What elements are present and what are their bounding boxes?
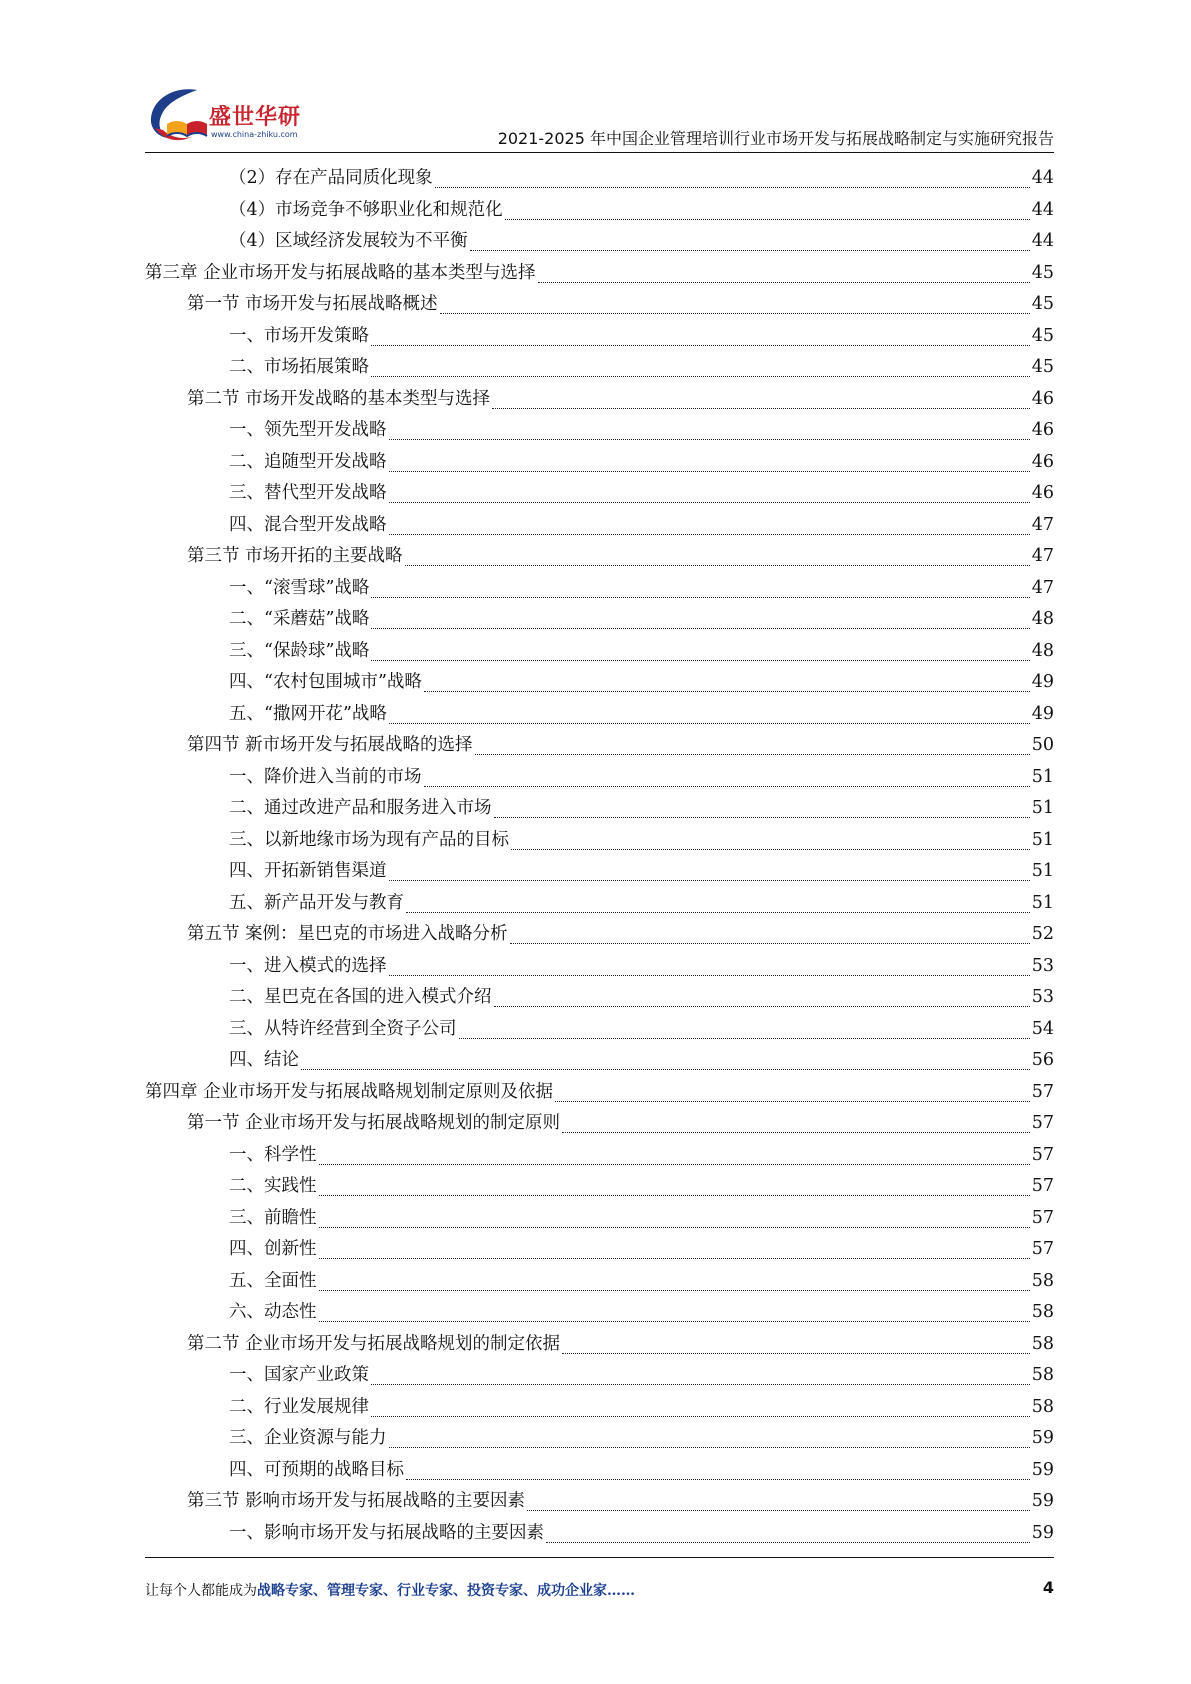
toc-dot-leader — [406, 1463, 1030, 1480]
toc-entry-label: 一、市场开发策略 — [229, 325, 369, 346]
toc-entry[interactable] — [145, 793, 1054, 825]
toc-entry[interactable] — [145, 258, 1054, 290]
toc-entry-label: 一、影响市场开发与拓展战略的主要因素 — [229, 1522, 544, 1543]
footer-slogan-highlight: 战略专家、管理专家、行业专家、投资专家、成功企业家…… — [257, 1583, 635, 1599]
toc-entry-label: 五、全面性 — [229, 1270, 317, 1291]
toc-entry[interactable] — [145, 226, 1054, 258]
header-divider — [145, 152, 1054, 153]
toc-dot-leader — [319, 1148, 1030, 1165]
toc-entry-label: 二、实践性 — [229, 1176, 317, 1196]
toc-entry[interactable] — [145, 1392, 1054, 1424]
toc-entry-page: 58 — [1031, 1396, 1054, 1417]
toc-dot-leader — [371, 581, 1029, 598]
toc-entry-page: 53 — [1031, 987, 1054, 1007]
toc-entry-page: 57 — [1031, 1081, 1054, 1102]
toc-entry-page: 58 — [1031, 1333, 1054, 1354]
toc-entry-page: 45 — [1031, 325, 1054, 346]
toc-dot-leader — [510, 927, 1030, 944]
toc-entry[interactable] — [145, 195, 1054, 227]
toc-entry-page: 47 — [1031, 577, 1054, 598]
toc-entry-page: 45 — [1031, 357, 1054, 377]
toc-dot-leader — [562, 1337, 1030, 1354]
toc-entry-label: 一、“滚雪球”战略 — [229, 577, 370, 598]
toc-entry-label: 第三章 企业市场开发与拓展战略的基本类型与选择 — [145, 262, 536, 283]
toc-dot-leader — [371, 1368, 1030, 1385]
toc-entry-page: 59 — [1031, 1522, 1054, 1543]
logo-name: 盛世华研 — [209, 105, 302, 130]
toc-dot-leader — [546, 1526, 1030, 1543]
toc-entry-page: 57 — [1031, 1239, 1054, 1259]
toc-entry-label: 四、开拓新销售渠道 — [229, 861, 387, 881]
toc-entry-label: 二、星巴克在各国的进入模式介绍 — [229, 987, 492, 1007]
toc-entry[interactable] — [145, 856, 1054, 888]
toc-entry-page: 54 — [1031, 1018, 1054, 1039]
toc-dot-leader — [319, 1211, 1030, 1228]
toc-dot-leader — [389, 518, 1030, 535]
toc-entry-label: 第五节 案例：星巴克的市场进入战略分析 — [187, 924, 508, 944]
toc-entry[interactable] — [145, 163, 1054, 195]
toc-entry-label: 四、“农村包围城市”战略 — [229, 672, 422, 692]
toc-entry[interactable] — [145, 1455, 1054, 1487]
toc-entry[interactable] — [145, 1203, 1054, 1235]
toc-entry-page: 51 — [1031, 766, 1054, 787]
toc-entry-label: 五、新产品开发与教育 — [229, 892, 404, 913]
toc-entry-label: 第一节 企业市场开发与拓展战略规划的制定原则 — [187, 1113, 561, 1133]
toc-dot-leader — [319, 1274, 1030, 1291]
toc-dot-leader — [538, 266, 1030, 283]
toc-entry-page: 58 — [1031, 1302, 1054, 1322]
toc-entry-page: 48 — [1031, 640, 1054, 661]
toc-dot-leader — [511, 833, 1030, 850]
toc-entry-page: 46 — [1031, 420, 1054, 440]
toc-entry[interactable] — [145, 951, 1054, 983]
toc-entry-label: （4）市场竞争不够职业化和规范化 — [229, 199, 503, 220]
toc-dot-leader — [301, 1053, 1030, 1070]
toc-entry[interactable] — [145, 447, 1054, 479]
toc-entry-label: 第四节 新市场开发与拓展战略的选择 — [187, 735, 473, 755]
toc-entry-page: 44 — [1031, 199, 1054, 220]
toc-entry[interactable] — [145, 352, 1054, 384]
toc-entry-page: 59 — [1031, 1491, 1054, 1511]
logo-url: www.china-zhiku.com — [211, 130, 298, 139]
toc-entry-label: 六、动态性 — [229, 1302, 317, 1322]
toc-entry-label: 二、“采蘑菇”战略 — [229, 609, 370, 629]
toc-entry[interactable] — [145, 415, 1054, 447]
toc-entry-page: 51 — [1031, 861, 1054, 881]
toc-dot-leader — [371, 360, 1030, 377]
toc-entry-label: 一、国家产业政策 — [229, 1365, 369, 1385]
toc-dot-leader — [424, 770, 1030, 787]
toc-entry-label: （2）存在产品同质化现象 — [229, 168, 433, 188]
toc-entry-page: 57 — [1031, 1144, 1054, 1165]
toc-entry-label: 一、科学性 — [229, 1144, 317, 1165]
toc-entry-label: 第二节 企业市场开发与拓展战略规划的制定依据 — [187, 1333, 561, 1354]
toc-entry-label: 二、通过改进产品和服务进入市场 — [229, 798, 492, 818]
toc-entry[interactable] — [145, 604, 1054, 636]
toc-dot-leader — [562, 1116, 1030, 1133]
toc-entry[interactable] — [145, 1266, 1054, 1298]
toc-entry-page: 45 — [1031, 294, 1054, 314]
toc-dot-leader — [475, 738, 1030, 755]
toc-entry-label: 第三节 影响市场开发与拓展战略的主要因素 — [187, 1491, 526, 1511]
toc-entry-page: 57 — [1031, 1113, 1054, 1133]
toc-entry-label: 四、创新性 — [229, 1239, 317, 1259]
footer-slogan — [145, 1580, 635, 1600]
toc-entry-label: 一、降价进入当前的市场 — [229, 766, 422, 787]
toc-dot-leader — [371, 329, 1030, 346]
toc-dot-leader — [492, 392, 1030, 409]
toc-entry[interactable] — [145, 1329, 1054, 1361]
toc-entry-page: 51 — [1031, 829, 1054, 850]
toc-entry-label: 四、可预期的战略目标 — [229, 1459, 404, 1480]
toc-entry-page: 47 — [1031, 514, 1054, 535]
toc-entry-label: 五、“撒网开花”战略 — [229, 703, 387, 724]
toc-entry[interactable] — [145, 1486, 1054, 1518]
toc-entry-page: 48 — [1031, 609, 1054, 629]
toc-dot-leader — [494, 801, 1030, 818]
toc-dot-leader — [389, 423, 1030, 440]
toc-entry-page: 51 — [1031, 892, 1054, 913]
toc-entry[interactable] — [145, 478, 1054, 510]
toc-entry[interactable] — [145, 1234, 1054, 1266]
toc-entry-label: 四、混合型开发战略 — [229, 514, 387, 535]
toc-entry[interactable] — [145, 762, 1054, 794]
toc-entry-page: 58 — [1031, 1270, 1054, 1291]
toc-entry-label: 二、追随型开发战略 — [229, 451, 387, 472]
toc-entry-label: （4）区域经济发展较为不平衡 — [229, 231, 468, 251]
toc-entry-label: 第二节 市场开发战略的基本类型与选择 — [187, 388, 491, 409]
toc-dot-leader — [406, 896, 1030, 913]
toc-dot-leader — [389, 959, 1030, 976]
toc-dot-leader — [389, 486, 1030, 503]
toc-entry[interactable] — [145, 1108, 1054, 1140]
toc-entry-label: 三、替代型开发战略 — [229, 483, 387, 503]
toc-entry-page: 57 — [1031, 1176, 1054, 1196]
toc-entry-label: 一、领先型开发战略 — [229, 420, 387, 440]
toc-entry-label: 第三节 市场开拓的主要战略 — [187, 546, 403, 566]
toc-entry-page: 44 — [1031, 168, 1054, 188]
toc-entry-page: 47 — [1031, 546, 1054, 566]
toc-entry[interactable] — [145, 321, 1054, 353]
toc-entry-page: 51 — [1031, 798, 1054, 818]
toc-entry-label: 三、以新地缘市场为现有产品的目标 — [229, 829, 509, 850]
toc-dot-leader — [505, 203, 1030, 220]
footer-divider — [145, 1557, 1054, 1558]
toc-entry-page: 50 — [1031, 735, 1054, 755]
toc-entry-page: 53 — [1031, 955, 1054, 976]
toc-entry-label: 三、“保龄球”战略 — [229, 640, 370, 661]
toc-dot-leader — [389, 1431, 1030, 1448]
toc-entry[interactable] — [145, 667, 1054, 699]
toc-entry[interactable] — [145, 1140, 1054, 1172]
page-number: 4 — [1042, 1578, 1054, 1597]
toc-entry-label: 二、市场拓展策略 — [229, 357, 369, 377]
toc-entry[interactable] — [145, 289, 1054, 321]
toc-entry-label: 二、行业发展规律 — [229, 1396, 369, 1417]
toc-entry-page: 59 — [1031, 1428, 1054, 1448]
toc-entry-label: 一、进入模式的选择 — [229, 955, 387, 976]
toc-entry[interactable] — [145, 699, 1054, 731]
toc-dot-leader — [319, 1305, 1030, 1322]
toc-entry-page: 57 — [1031, 1207, 1054, 1228]
toc-dot-leader — [389, 455, 1030, 472]
toc-entry-label: 第一节 市场开发与拓展战略概述 — [187, 294, 438, 314]
toc-entry-label: 三、企业资源与能力 — [229, 1428, 387, 1448]
toc-entry[interactable] — [145, 730, 1054, 762]
toc-dot-leader — [319, 1242, 1030, 1259]
toc-entry[interactable] — [145, 573, 1054, 605]
toc-dot-leader — [459, 1022, 1030, 1039]
toc-dot-leader — [371, 612, 1029, 629]
toc-dot-leader — [494, 990, 1030, 1007]
toc-entry-page: 49 — [1031, 672, 1054, 692]
toc-entry[interactable] — [145, 1045, 1054, 1077]
toc-entry-page: 52 — [1031, 924, 1054, 944]
toc-dot-leader — [527, 1494, 1030, 1511]
toc-entry[interactable] — [145, 1171, 1054, 1203]
toc-entry[interactable] — [145, 636, 1054, 668]
toc-dot-leader — [371, 644, 1029, 661]
toc-entry[interactable] — [145, 1014, 1054, 1046]
toc-entry-page: 49 — [1031, 703, 1054, 724]
toc-dot-leader — [424, 675, 1030, 692]
toc-entry-page: 44 — [1031, 231, 1054, 251]
toc-dot-leader — [389, 864, 1030, 881]
toc-entry-label: 三、前瞻性 — [229, 1207, 317, 1228]
toc-entry[interactable] — [145, 384, 1054, 416]
toc-dot-leader — [319, 1179, 1030, 1196]
toc-dot-leader — [440, 297, 1030, 314]
toc-entry-page: 58 — [1031, 1365, 1054, 1385]
toc-entry-label: 第四章 企业市场开发与拓展战略规划制定原则及依据 — [145, 1081, 554, 1102]
toc-entry-page: 59 — [1031, 1459, 1054, 1480]
toc-entry[interactable] — [145, 1360, 1054, 1392]
toc-entry[interactable] — [145, 919, 1054, 951]
footer-slogan-prefix: 让每个人都能成为 — [145, 1583, 257, 1599]
toc-entry[interactable] — [145, 982, 1054, 1014]
toc-entry-page: 45 — [1031, 262, 1054, 283]
toc-dot-leader — [435, 171, 1030, 188]
toc-entry[interactable] — [145, 541, 1054, 573]
toc-entry-page: 46 — [1031, 388, 1054, 409]
company-logo — [145, 84, 315, 150]
toc-entry[interactable] — [145, 825, 1054, 857]
toc-entry[interactable] — [145, 1518, 1054, 1550]
table-of-contents — [145, 163, 1054, 1549]
toc-dot-leader — [389, 707, 1030, 724]
toc-dot-leader — [470, 234, 1030, 251]
toc-dot-leader — [555, 1085, 1030, 1102]
toc-dot-leader — [405, 549, 1030, 566]
logo-mark-icon — [145, 84, 209, 150]
toc-entry-page: 56 — [1031, 1050, 1054, 1070]
toc-entry[interactable] — [145, 888, 1054, 920]
report-title: 2021-2025 年中国企业管理培训行业市场开发与拓展战略制定与实施研究报告 — [497, 129, 1054, 148]
toc-entry-label: 四、结论 — [229, 1050, 299, 1070]
toc-entry[interactable] — [145, 1423, 1054, 1455]
toc-dot-leader — [371, 1400, 1030, 1417]
toc-entry[interactable] — [145, 510, 1054, 542]
toc-entry[interactable] — [145, 1077, 1054, 1109]
toc-entry-page: 46 — [1031, 483, 1054, 503]
toc-entry-label: 三、从特许经营到全资子公司 — [229, 1018, 457, 1039]
toc-entry[interactable] — [145, 1297, 1054, 1329]
toc-entry-page: 46 — [1031, 451, 1054, 472]
